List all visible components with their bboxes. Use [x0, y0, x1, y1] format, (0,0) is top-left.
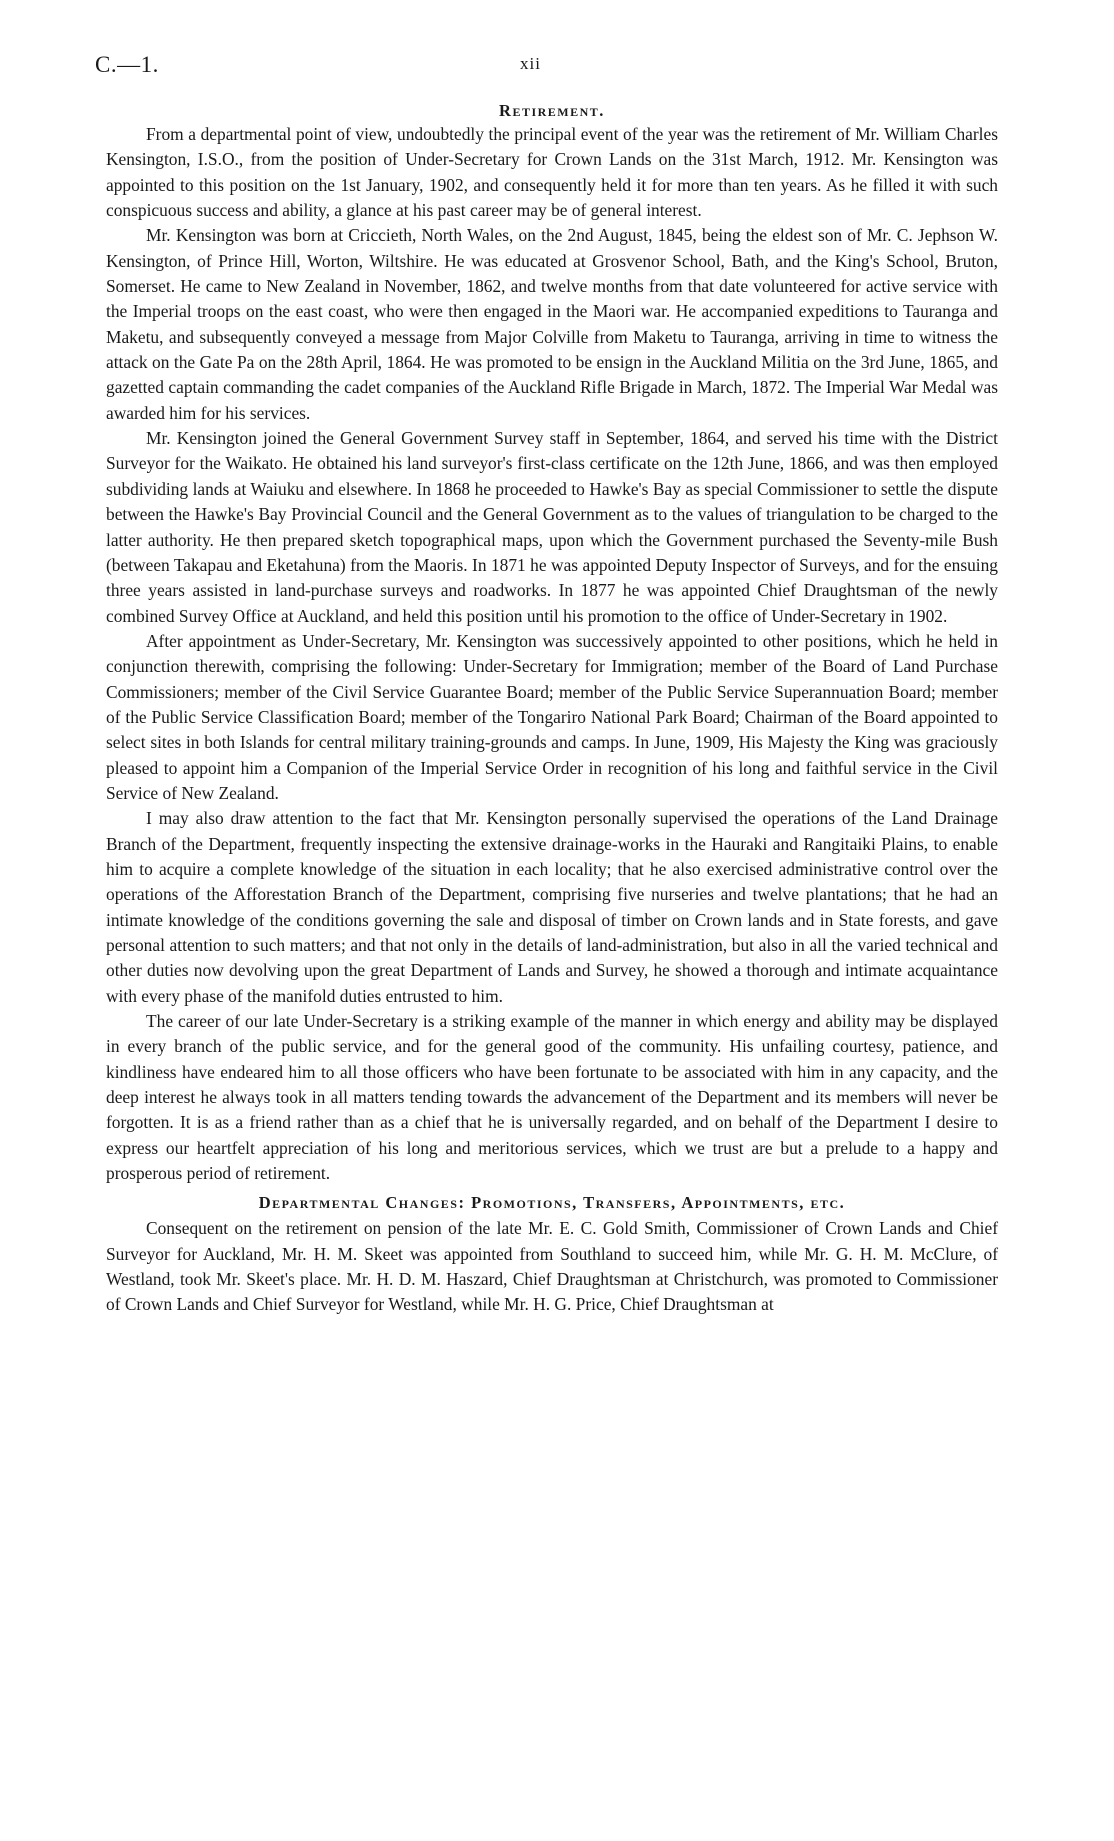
paragraph: After appointment as Under-Secretary, Mr. Kensington was successively appointed to other positions, which he held in conjunction therewith, comprising the following: Under-Secretary for Immigration; member of the Board of Land Purchase Commissioners; member of the Civil Service Guarantee Board; member of the Public Service Superannuation Board; member of the Public Service Classification Board; member of the Tongariro National Park Board; Chairman of the Board appointed to select sites in both Islands for central military training-grounds and camps. In June, 1909, His Majesty the King was graciously pleased to appoint him a Companion of the Imperial Service Order in recognition of his long and faithful service in the Civil Service of New Zealand. [106, 630, 998, 803]
page-header [0, 52, 1114, 82]
retirement-section [106, 100, 998, 1186]
paragraph: Mr. Kensington was born at Criccieth, North Wales, on the 2nd August, 1845, being the eldest son of Mr. C. Jephson W. Kensington, of Prince Hill, Worton, Wiltshire. He was educated at Grosvenor School, Bath, and the King's School, Bruton, Somerset. He came to New Zealand in November, 1862, and twelve months from that date volunteered for active service with the Imperial troops on the east coast, who were then engaged in the Maori war. He accompanied expeditions to Tauranga and Maketu, and subsequently conveyed a message from Major Colville from Maketu to Tauranga, arriving in time to witness the attack on the Gate Pa on the 28th April, 1864. He was promoted to be ensign in the Auckland Militia on the 3rd June, 1865, and gazetted captain commanding the cadet companies of the Auckland Rifle Brigade in March, 1872. The Imperial War Medal was awarded him for his services. [106, 225, 998, 423]
paragraph: I may also draw attention to the fact that Mr. Kensington personally supervised the operations of the Land Drainage Branch of the Department, frequently inspecting the extensive drainage-works in the Hauraki and Rangitaiki Plains, to enable him to acquire a complete knowledge of the situation in each locality; that he also exercised administrative control over the operations of the Afforestation Branch of the Department, comprising five nurseries and twelve plantations; that he had an intimate knowledge of the conditions governing the sale and disposal of timber on Crown lands and in State forests, and gave personal attention to such matters; and that not only in the details of land-administration, but also in all the varied technical and other duties now devolving upon the great Department of Lands and Survey, he showed a thorough and intimate acquaintance with every phase of the manifold duties entrusted to him. [106, 808, 998, 1006]
paragraph: The career of our late Under-Secretary is a striking example of the manner in which energy and ability may be displayed in every branch of the public service, and for the general good of the community. His unfailing courtesy, patience, and kindliness have endeared him to all those officers who have been fortunate to be associated with him in any capacity, and the deep interest he always took in all matters tending towards the advancement of the Department and its members will never be forgotten. It is as a friend rather than as a chief that he is universally regarded, and on behalf of the Department I desire to express our heartfelt appreciation of his long and meritorious services, which we trust are but a prelude to a happy and prosperous period of retirement. [106, 1011, 998, 1184]
section-heading-retirement: Retirement. [499, 101, 605, 120]
paragraph: Mr. Kensington joined the General Government Survey staff in September, 1864, and served his time with the District Surveyor for the Waikato. He obtained his land surveyor's first-class certificate on the 12th June, 1866, and was then employed subdividing lands at Waiuku and elsewhere. In 1868 he proceeded to Hawke's Bay as special Commissioner to settle the dispute between the Hawke's Bay Provincial Council and the General Government as to the values of triangulation to be charged to the latter authority. He then prepared sketch topographical maps, upon which the Government purchased the Seventy-mile Bush (between Takapau and Eketahuna) from the Maoris. In 1871 he was appointed Deputy Inspector of Surveys, and for the ensuing three years assisted in land-purchase surveys and roadworks. In 1877 he was appointed Chief Draughtsman of the newly combined Survey Office at Auckland, and held this position until his promotion to the office of Under-Secretary in 1902. [106, 428, 998, 626]
section-heading-departmental-changes: Departmental Changes: Promotions, Transfers, Appointments, etc. [258, 1193, 846, 1213]
page-body [106, 100, 998, 1318]
departmental-changes-section [106, 1192, 998, 1317]
document-code: C.—1. [95, 52, 159, 77]
page-number: xii [520, 54, 541, 73]
paragraph: From a departmental point of view, undoubtedly the principal event of the year was the retirement of Mr. William Charles Kensington, I.S.O., from the position of Under-Secretary for Crown Lands on the 31st March, 1912. Mr. Kensington was appointed to this position on the 1st January, 1902, and consequently held it for more than ten years. As he filled it with such conspicuous success and ability, a glance at his past career may be of general interest. [106, 124, 998, 221]
paragraph: Consequent on the retirement on pension of the late Mr. E. C. Gold Smith, Commissioner of Crown Lands and Chief Surveyor for Auckland, Mr. H. M. Skeet was appointed from Southland to succeed him, while Mr. G. H. M. McClure, of Westland, took Mr. Skeet's place. Mr. H. D. M. Haszard, Chief Draughtsman at Christchurch, was promoted to Commissioner of Crown Lands and Chief Surveyor for Westland, while Mr. H. G. Price, Chief Draughtsman at [106, 1218, 998, 1315]
